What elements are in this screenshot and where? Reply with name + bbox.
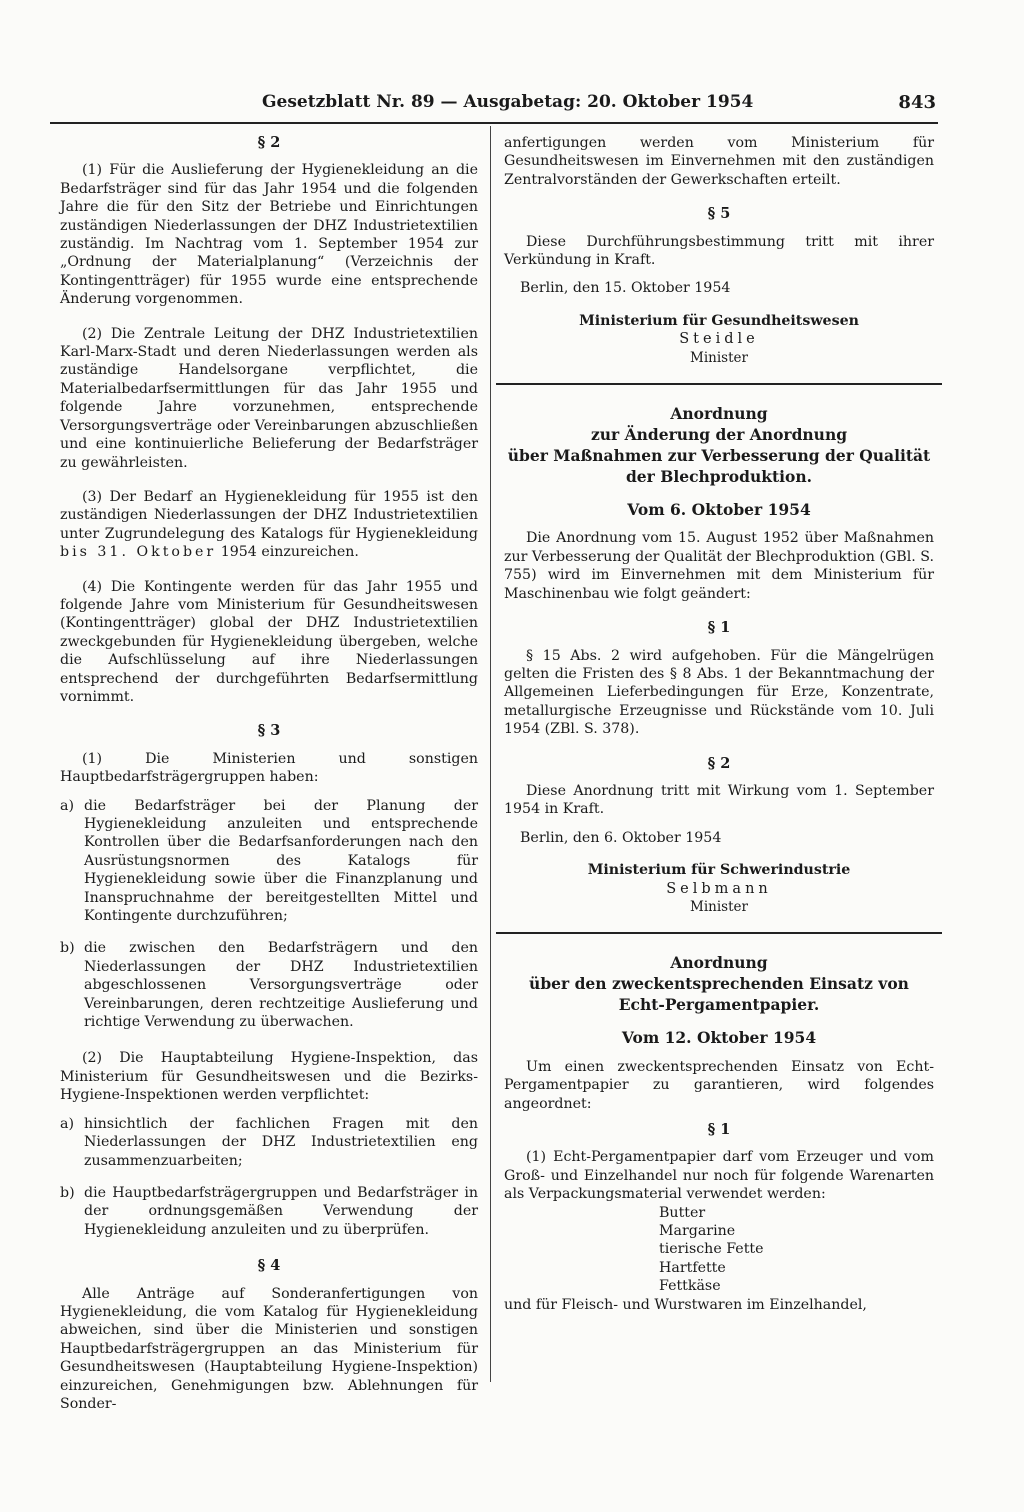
section-heading: § 1 [707, 1121, 731, 1138]
ordinance-date: Vom 12. Oktober 1954 [621, 1028, 817, 1048]
paragraph: (1) Für die Auslieferung der Hygienekleidung an die Bedarfsträger sind für das Jahr 1954 und die folgenden Jahre die für den Sitz der Betriebe und Einrichtungen zuständigen Niederlassungen der DHZ Industrietextilien zuständig. Im Nachtrag vom 1. September 1954 zur „Ordnung der Materialplanung“ (Verzeichnis der Kontingentträger) für 1955 wurde eine entsprechende Änderung vorgenommen. [60, 162, 478, 308]
item-label: b) [60, 1184, 75, 1201]
item-label: b) [60, 940, 75, 957]
list-item: Fettkäse [659, 1278, 721, 1295]
paragraph: anfertigungen werden vom Ministerium für Gesundheitswesen im Einvernehmen mit den zuständigen Zentralvorständen der Gewerkschaften erteilt. [504, 135, 934, 188]
paragraph: (2) Die Zentrale Leitung der DHZ Industrietextilien Karl-Marx-Stadt und deren Niederlassungen werden als zuständige Handelsorgane verpflichtet, die Materialbedarfsermittlungen für das Jahr 1955 und folgende Jahre vorzunehmen, entsprechende Versorgungsverträge oder Vereinbarungen abzuschließen und eine kontinuierliche Belieferung der Bedarfsträger zu gewährleisten. [60, 325, 478, 471]
list-item [60, 939, 478, 1031]
ministry-name: Ministerium für Gesundheitswesen [579, 312, 859, 329]
item-text: die Bedarfsträger bei der Planung der Hygienekleidung anzuleiten und entsprechende Kontrollen über die Bedarfsanforderungen nach den Ausrüstungsnormen des Katalogs für Hygienekleidung sowie über die Finanzplanung und Inanspruchnahme der bereitgestellten Mittel und Kontingente durchzuführen; [84, 797, 478, 925]
paragraph: Alle Anträge auf Sonderanfertigungen von Hygienekleidung, die vom Katalog für Hygienekleidung abweichen, sind über die Ministerien und sonstigen Hauptbedarfsträgergruppen an das Ministerium für Gesundheitswesen (Hauptabteilung Hygiene-Inspektion) einzureichen, Genehmigungen bzw. Ablehnungen für Sonder- [60, 1285, 478, 1412]
ordinance-date: Vom 6. Oktober 1954 [627, 500, 811, 520]
list-item [60, 1184, 478, 1239]
item-text: die Hauptbedarfsträgergruppen und Bedarfsträger in der ordnungsgemäßen Verwendung der Hygienekleidung anzuleiten und zu überprüfen. [84, 1184, 478, 1238]
section-heading: § 2 [257, 134, 281, 151]
paragraph: (1) Echt-Pergamentpapier darf vom Erzeuger und vom Groß- und Einzelhandel nur noch für folgende Warenarten als Verpackungsmaterial verwendet werden: [504, 1149, 934, 1203]
paragraph [60, 488, 478, 562]
list-item: Margarine [659, 1223, 736, 1240]
section-rule [496, 383, 942, 385]
text-run: 1954 einzureichen. [216, 544, 359, 561]
section-heading: § 3 [257, 722, 281, 740]
list-item [60, 1115, 478, 1170]
list-item: Butter [659, 1204, 706, 1221]
paragraph: Diese Durchführungsbestimmung tritt mit ihrer Verkündung in Kraft. [504, 233, 934, 269]
place-date: Berlin, den 6. Oktober 1954 [520, 829, 722, 846]
signer-role: Minister [690, 349, 748, 366]
ordinance-title: Anordnung über den zweckentsprechenden Einsatz von Echt-Pergamentpapier. [529, 953, 909, 1015]
item-text: die zwischen den Bedarfsträgern und den Niederlassungen der DHZ Industrietextilien abgeschlossenen Versorgungsverträge oder Vereinbarungen, deren rechtzeitige Auslieferung und richtige Verwendung zu überwachen. [84, 940, 478, 1031]
spaced-text: bis 31. Oktober [60, 544, 217, 561]
section-heading: § 5 [707, 205, 731, 223]
page-number: 843 [898, 92, 936, 113]
text-run: (3) Der Bedarf an Hygienekleidung für 1955 ist den zuständigen Niederlassungen der DHZ Industrietextilien unter Zugrundelegung des Katalogs für Hygienekleidung [60, 488, 478, 542]
column-divider [490, 126, 491, 1382]
signer-name: Steidle [679, 331, 759, 348]
section-heading: § 4 [257, 1257, 281, 1275]
ordinance-title: Anordnung zur Änderung der Anordnung über Maßnahmen zur Verbesserung der Qualität der Blechproduktion. [507, 404, 931, 487]
section-heading: § 2 [707, 754, 731, 772]
item-label: a) [60, 1115, 74, 1132]
item-label: a) [60, 797, 74, 814]
paragraph: Um einen zweckentsprechenden Einsatz von Echt-Pergamentpapier zu garantieren, wird folgendes angeordnet: [504, 1058, 934, 1112]
list-item: Hartfette [659, 1259, 726, 1276]
place-date: Berlin, den 15. Oktober 1954 [520, 280, 731, 297]
paragraph: § 15 Abs. 2 wird aufgehoben. Für die Mängelrügen gelten die Fristen des § 8 Abs. 1 der Bekanntmachung der Allgemeinen Lieferbedingungen für Erze, Konzentrate, metallurgische Erzeugnisse und Rückstände vom 10. Juli 1954 (ZBl. S. 378). [504, 647, 934, 738]
goods-list [504, 1204, 934, 1296]
paragraph: (2) Die Hauptabteilung Hygiene-Inspektion, das Ministerium für Gesundheitswesen und die Bezirks-Hygiene-Inspektionen werden verpflichtet: [60, 1050, 478, 1104]
paragraph: und für Fleisch- und Wurstwaren im Einzelhandel, [504, 1296, 867, 1313]
section-rule [496, 932, 942, 934]
signer-name: Selbmann [666, 880, 772, 897]
header-title: Gesetzblatt Nr. 89 — Ausgabetag: 20. Oktober 1954 [262, 92, 754, 112]
ministry-name: Ministerium für Schwerindustrie [587, 862, 851, 879]
left-column [60, 134, 478, 1413]
right-column [504, 134, 934, 1314]
list-item: tierische Fette [659, 1241, 764, 1258]
item-text: hinsichtlich der fachlichen Fragen mit den Niederlassungen der DHZ Industrietextilien eng zusammenzuarbeiten; [84, 1115, 478, 1169]
signer-role: Minister [690, 898, 748, 915]
paragraph: Die Anordnung vom 15. August 1952 über Maßnahmen zur Verbesserung der Qualität der Blechproduktion (GBl. S. 755) wird im Einvernehmen mit dem Ministerium für Maschinenbau wie folgt geändert: [504, 530, 934, 602]
section-heading: § 1 [707, 619, 731, 637]
list-item [60, 797, 478, 926]
paragraph: (4) Die Kontingente werden für das Jahr 1955 und folgende Jahre vom Ministerium für Gesundheitswesen (Kontingentträger) global der DHZ Industrietextilien zweckgebunden für Hygienekleidung übergeben, welche die Aufschlüsselung auf ihre Niederlassungen entsprechend der durchgeführten Bedarfsermittlung vornimmt. [60, 578, 478, 705]
paragraph: (1) Die Ministerien und sonstigen Hauptbedarfsträgergruppen haben: [60, 750, 478, 786]
page-header [50, 92, 936, 118]
paragraph: Diese Anordnung tritt mit Wirkung vom 1. September 1954 in Kraft. [504, 782, 934, 818]
header-rule [50, 122, 938, 124]
